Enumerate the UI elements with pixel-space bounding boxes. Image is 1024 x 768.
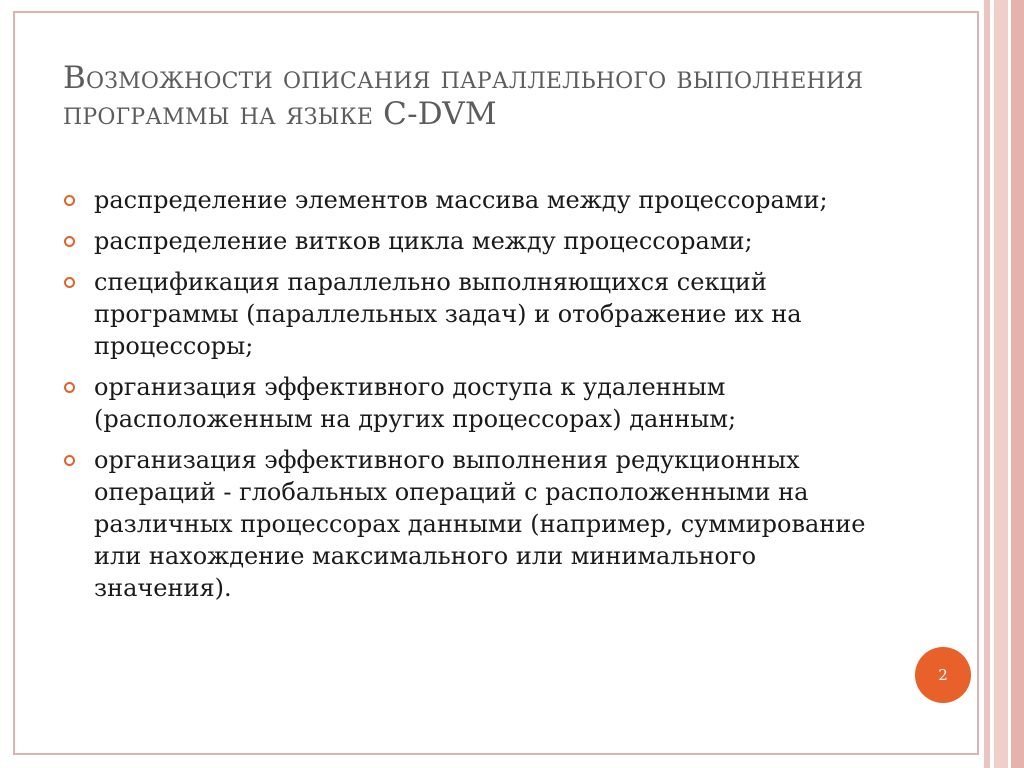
bullet-item bbox=[63, 225, 883, 257]
page-number-badge: 2 bbox=[915, 647, 971, 703]
bullet-circle-icon bbox=[64, 195, 75, 206]
bullet-item bbox=[63, 184, 883, 216]
bullet-circle-icon bbox=[64, 236, 75, 247]
bullet-text: организация эффективного доступа к удаленным (расположенным на других процессорах) данным; bbox=[94, 373, 737, 433]
bullet-item bbox=[63, 444, 883, 604]
decorative-stripes bbox=[984, 0, 1024, 768]
bullet-text: спецификация параллельно выполняющихся секций программы (параллельных задач) и отображение их на процессоры; bbox=[94, 268, 802, 360]
decorative-stripe bbox=[994, 0, 1008, 768]
bullet-list bbox=[63, 184, 883, 613]
bullet-text: распределение элементов массива между процессорами; bbox=[94, 186, 828, 214]
bullet-text: организация эффективного выполнения редукционных операций - глобальных операций с расположенными на различных процессорах данными (например, суммирование или нахождение максимального или минимального значения). bbox=[94, 446, 866, 602]
bullet-text: распределение витков цикла между процессорами; bbox=[94, 227, 753, 255]
bullet-circle-icon bbox=[64, 455, 75, 466]
bullet-item bbox=[63, 266, 883, 362]
decorative-stripe bbox=[1011, 0, 1024, 768]
bullet-circle-icon bbox=[64, 277, 75, 288]
bullet-circle-icon bbox=[64, 382, 75, 393]
decorative-stripe bbox=[984, 0, 990, 768]
slide-title: Возможности описания параллельного выполнения программы на языке C-DVM bbox=[63, 60, 864, 132]
bullet-item bbox=[63, 371, 883, 435]
